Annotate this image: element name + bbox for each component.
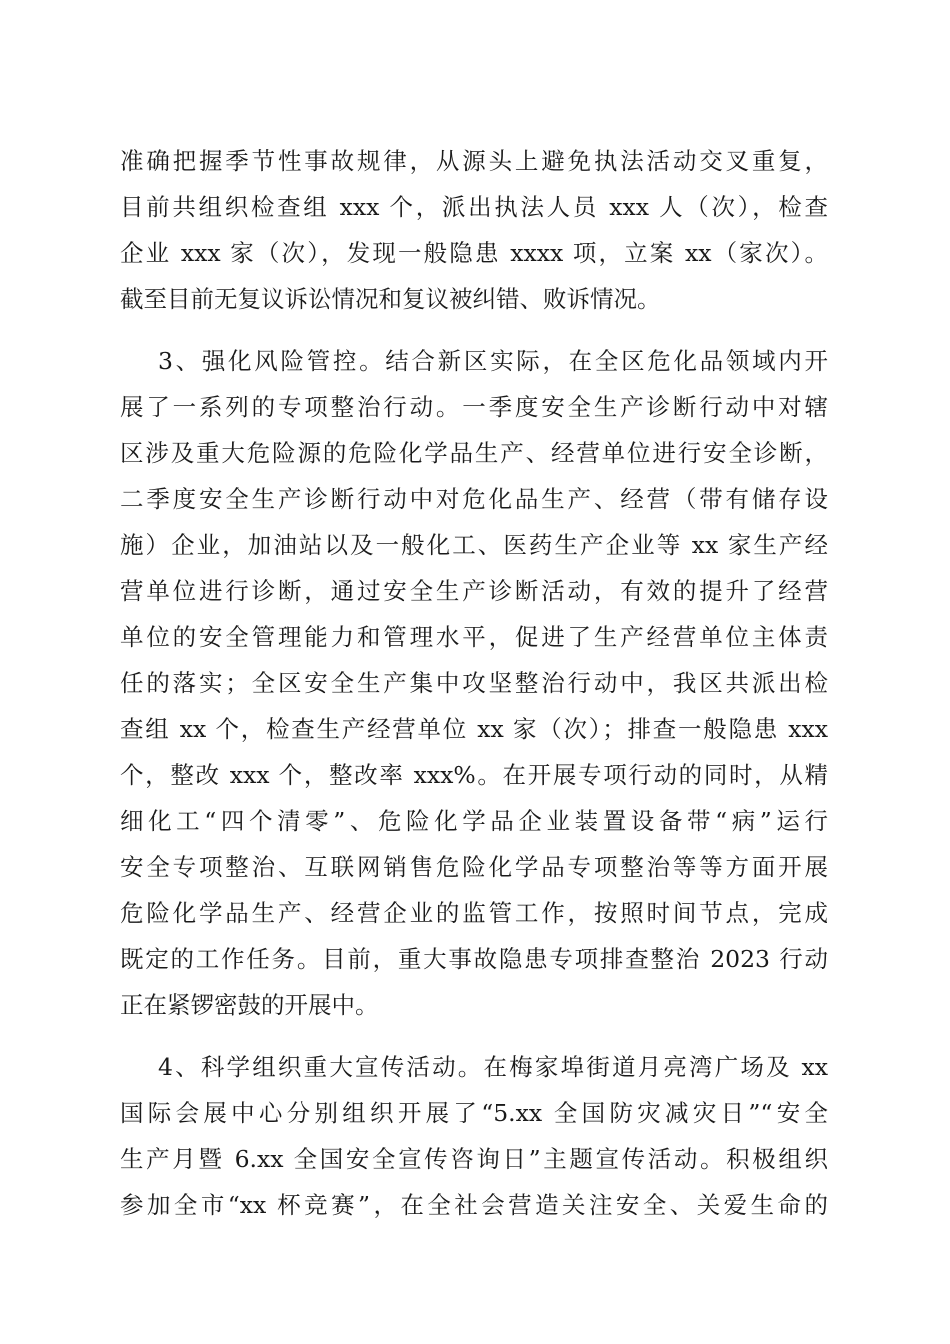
text-line: 既定的工作任务。目前，重大事故隐患专项排查整治 2023 行动 <box>120 945 828 973</box>
text-line: 任的落实；全区安全生产集中攻坚整治行动中，我区共派出检 <box>120 669 828 697</box>
body-text <box>120 138 828 1228</box>
text-line: 安全专项整治、互联网销售危险化学品专项整治等等方面开展 <box>120 853 828 881</box>
text-line: 展了一系列的专项整治行动。一季度安全生产诊断行动中对辖 <box>120 393 828 421</box>
text-line: 国际会展中心分别组织开展了“5.xx 全国防灾减灾日”“安全 <box>120 1099 828 1127</box>
text-line: 个，整改 xxx 个，整改率 xxx%。在开展专项行动的同时，从精 <box>120 761 828 789</box>
text-line: 生产月暨 6.xx 全国安全宣传咨询日”主题宣传活动。积极组织 <box>120 1145 828 1173</box>
text-line: 区涉及重大危险源的危险化学品生产、经营单位进行安全诊断， <box>120 439 828 467</box>
text-line: 截至目前无复议诉讼情况和复议被纠错、败诉情况。 <box>120 285 661 313</box>
paragraph-spacer <box>120 1028 828 1044</box>
text-line: 准确把握季节性事故规律，从源头上避免执法活动交叉重复， <box>120 147 828 175</box>
text-line: 查组 xx 个，检查生产经营单位 xx 家（次）；排查一般隐患 xxx <box>120 715 828 743</box>
text-line: 细化工“四个清零”、危险化学品企业装置设备带“病”运行 <box>120 807 828 835</box>
paragraph-risk-control <box>120 338 828 1028</box>
text-line: 3、强化风险管控。结合新区实际，在全区危化品领域内开 <box>158 347 828 375</box>
paragraph-publicity-activities <box>120 1044 828 1228</box>
text-line: 企业 xxx 家（次），发现一般隐患 xxxx 项，立案 xx（家次）。 <box>120 239 828 267</box>
text-line: 营单位进行诊断，通过安全生产诊断活动，有效的提升了经营 <box>120 577 828 605</box>
text-line: 危险化学品生产、经营企业的监管工作，按照时间节点，完成 <box>120 899 828 927</box>
text-line: 单位的安全管理能力和管理水平，促进了生产经营单位主体责 <box>120 623 828 651</box>
text-line: 正在紧锣密鼓的开展中。 <box>120 991 379 1019</box>
text-line: 参加全市“xx 杯竞赛”，在全社会营造关注安全、关爱生命的 <box>120 1191 828 1219</box>
text-line: 目前共组织检查组 xxx 个，派出执法人员 xxx 人（次），检查 <box>120 193 828 221</box>
paragraph-enforcement-statistics <box>120 138 828 322</box>
text-line: 二季度安全生产诊断行动中对危化品生产、经营（带有储存设 <box>120 485 828 513</box>
text-line: 4、科学组织重大宣传活动。在梅家埠街道月亮湾广场及 xx <box>158 1053 828 1081</box>
text-line: 施）企业，加油站以及一般化工、医药生产企业等 xx 家生产经 <box>120 531 828 559</box>
paragraph-spacer <box>120 322 828 338</box>
